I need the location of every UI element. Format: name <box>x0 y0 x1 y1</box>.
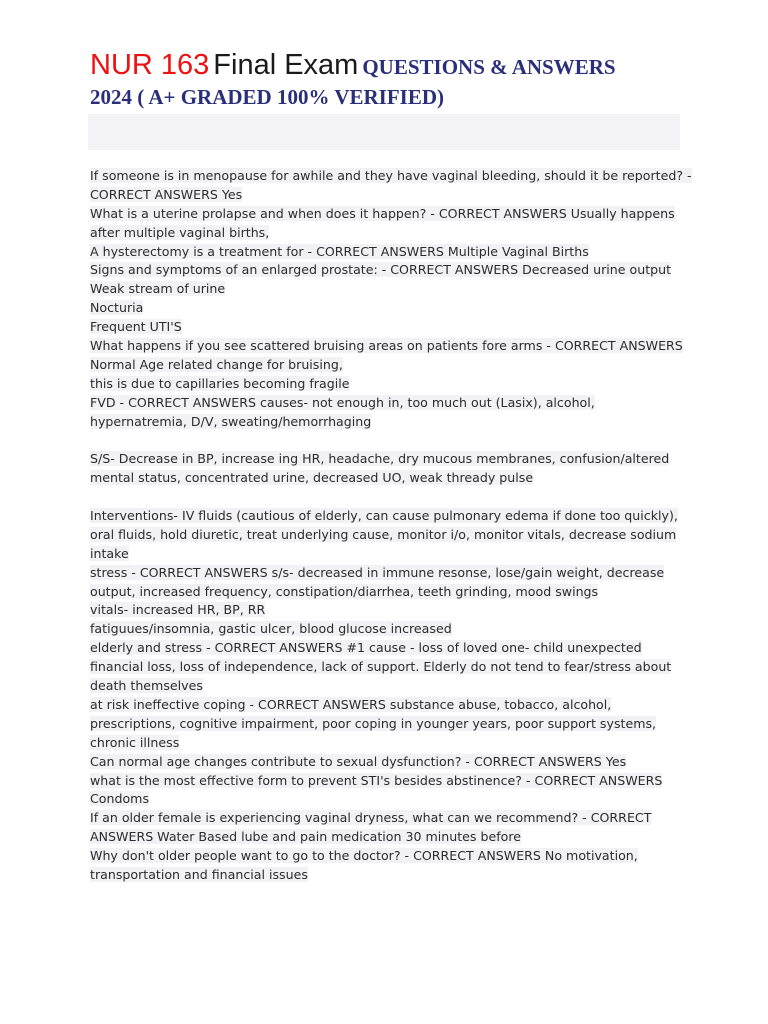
text-line-content: after multiple vaginal births, <box>90 224 270 240</box>
text-line <box>90 828 680 847</box>
text-line-content: Normal Age related change for bruising, <box>90 356 343 372</box>
text-line <box>90 205 680 224</box>
text-line <box>90 696 680 715</box>
text-line-content: CORRECT ANSWERS Yes <box>90 186 243 202</box>
text-line <box>90 753 680 772</box>
text-line <box>90 715 680 734</box>
text-line <box>90 658 680 677</box>
text-line <box>90 299 680 318</box>
text-line <box>90 601 680 620</box>
title-subtitle-b: 2024 ( A+ GRADED 100% VERIFIED) <box>90 85 445 109</box>
text-line <box>90 243 680 262</box>
text-line <box>90 224 680 243</box>
text-line-content: prescriptions, cognitive impairment, poor coping in younger years, poor support systems, <box>90 715 657 731</box>
blank-line <box>90 488 680 507</box>
title-subtitle-a: QUESTIONS & ANSWERS <box>362 55 616 79</box>
text-line-content: fatiguues/insomnia, gastic ulcer, blood glucose increased <box>90 621 452 637</box>
text-line-content: What is a uterine prolapse and when does it happen? - CORRECT ANSWERS Usually happens <box>90 205 675 221</box>
title-main: Final Exam <box>213 49 359 81</box>
text-line-content: at risk ineffective coping - CORRECT ANSWERS substance abuse, tobacco, alcohol, <box>90 696 612 712</box>
text-line-content: Frequent UTI'S <box>90 319 182 335</box>
text-line-content: Interventions- IV fluids (cautious of elderly, can cause pulmonary edema if done too quickly), <box>90 508 678 524</box>
text-line-content: financial loss, loss of independence, lack of support. Elderly do not tend to fear/stress about <box>90 659 672 675</box>
text-line <box>90 639 680 658</box>
text-line-content: Weak stream of urine <box>90 281 226 297</box>
text-line <box>90 469 680 488</box>
text-line-content: this is due to capillaries becoming fragile <box>90 375 350 391</box>
text-line <box>90 772 680 791</box>
course-code: NUR 163 <box>90 49 210 81</box>
text-line <box>90 337 683 356</box>
text-line-content: transportation and financial issues <box>90 866 308 882</box>
text-line-content: Why don't older people want to go to the doctor? - CORRECT ANSWERS No motivation, <box>90 848 638 864</box>
text-line-content: what is the most effective form to prevent STI's besides abstinence? - CORRECT ANSWERS <box>90 772 663 788</box>
text-line-content: output, increased frequency, constipation/diarrhea, teeth grinding, mood swings <box>90 583 599 599</box>
text-line <box>90 620 680 639</box>
qa-content <box>90 167 692 885</box>
blank-line <box>90 431 680 450</box>
text-line <box>90 375 680 394</box>
text-line-content: oral fluids, hold diuretic, treat underlying cause, monitor i/o, monitor vitals, decrease sodium <box>90 526 677 542</box>
text-line-content: What happens if you see scattered bruising areas on patients fore arms - CORRECT ANSWERS <box>90 338 683 354</box>
text-line <box>90 356 680 375</box>
text-line <box>90 526 680 545</box>
text-line <box>90 809 680 828</box>
title-line-1 <box>90 46 690 84</box>
text-line <box>90 261 680 280</box>
text-line-content: hypernatremia, D/V, sweating/hemorrhaging <box>90 413 372 429</box>
text-line-content: A hysterectomy is a treatment for - CORRECT ANSWERS Multiple Vaginal Births <box>90 243 589 259</box>
text-line-content: intake <box>90 545 129 561</box>
text-line-content: S/S- Decrease in BP, increase ing HR, headache, dry mucous membranes, confusion/altered <box>90 451 670 467</box>
header-shade-bar <box>88 114 680 150</box>
text-line-content: If someone is in menopause for awhile and they have vaginal bleeding, should it be reported? - <box>90 168 692 183</box>
text-line-content: elderly and stress - CORRECT ANSWERS #1 cause - loss of loved one- child unexpected <box>90 640 642 656</box>
text-line-content: Condoms <box>90 791 150 807</box>
text-line <box>90 734 680 753</box>
text-line <box>90 545 680 564</box>
text-line-content: Nocturia <box>90 300 144 316</box>
text-line-content: chronic illness <box>90 734 180 750</box>
text-line <box>90 564 680 583</box>
text-line-content: ANSWERS Water Based lube and pain medication 30 minutes before <box>90 829 522 845</box>
text-line <box>90 167 692 186</box>
text-line-content: Signs and symptoms of an enlarged prostate: - CORRECT ANSWERS Decreased urine output <box>90 262 672 278</box>
text-line-content: If an older female is experiencing vaginal dryness, what can we recommend? - CORRECT <box>90 810 652 826</box>
text-line-content: mental status, concentrated urine, decreased UO, weak thready pulse <box>90 470 534 486</box>
text-line-content: Can normal age changes contribute to sexual dysfunction? - CORRECT ANSWERS Yes <box>90 753 627 769</box>
text-line <box>90 583 680 602</box>
text-line <box>90 280 680 299</box>
text-line-content: death themselves <box>90 678 203 694</box>
text-line <box>90 413 680 432</box>
text-line <box>90 790 680 809</box>
text-line <box>90 394 680 413</box>
text-line <box>90 318 680 337</box>
text-line <box>90 507 680 526</box>
text-line <box>90 677 680 696</box>
document-title <box>90 46 690 112</box>
text-line-content: vitals- increased HR, BP, RR <box>90 602 266 618</box>
text-line <box>90 186 680 205</box>
text-line <box>90 450 680 469</box>
text-line-content: stress - CORRECT ANSWERS s/s- decreased in immune resonse, lose/gain weight, decrease <box>90 564 665 580</box>
text-line-content: FVD - CORRECT ANSWERS causes- not enough in, too much out (Lasix), alcohol, <box>90 394 595 410</box>
text-line <box>90 847 680 866</box>
text-line <box>90 866 680 885</box>
